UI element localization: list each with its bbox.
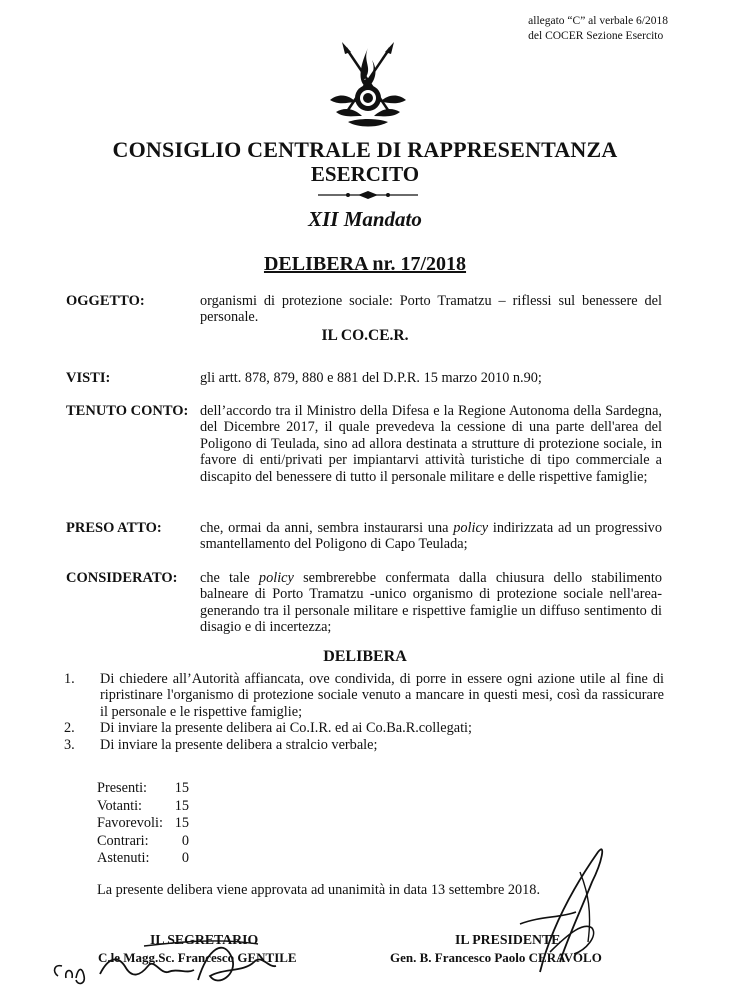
decision-list [64, 671, 664, 753]
vote-row [97, 798, 189, 816]
divider-ornament-icon [318, 190, 418, 200]
vote-row [97, 815, 189, 833]
visti-text: gli artt. 878, 879, 880 e 881 del D.P.R. 15 marzo 2010 n.90; [200, 370, 542, 386]
preso-atto-policy: policy [453, 520, 489, 536]
army-flames-emblem-icon [318, 40, 418, 132]
decision-text: Di inviare la presente delibera ai Co.I.R. ed ai Co.Ba.R.collegati; [100, 720, 472, 737]
decision-number: 2. [64, 720, 75, 737]
attachment-line-1: allegato “C” al verbale 6/2018 [528, 15, 668, 27]
vote-row [97, 833, 189, 851]
considerato-policy: policy [258, 570, 294, 586]
oggetto-label: OGGETTO: [66, 293, 145, 309]
mandate-title: XII Mandato [308, 207, 422, 231]
delibera-heading: DELIBERA [323, 648, 407, 665]
preso-atto-text-a: che, ormai da anni, sembra instaurarsi una [200, 520, 454, 536]
council-subtitle: ESERCITO [310, 162, 420, 186]
considerato-text-b: sembrerebbe confermata dalla chiusura dello stabilimento balneare di Porto Tramatzu -unico organismo di protezione sociale nell'area- generando tra il personale militare e rispettive famiglie un diffuso sentimento di disagio e di incertezza; [200, 570, 662, 636]
approval-statement: La presente delibera viene approvata ad unanimità in data 13 settembre 2018. [97, 882, 541, 898]
visti-label: VISTI: [66, 370, 111, 386]
presidente-title: IL PRESIDENTE [455, 932, 561, 947]
vote-tally [97, 780, 189, 868]
vote-value: 15 [174, 815, 189, 832]
decision-text: Di chiedere all’Autorità affiancata, ove condivida, di porre in essere ogni azione utile al fine di ripristinare l'organismo di protezione sociale venuto a mancare in questi mesi, così da rassicurare il personale e le rispettive famiglie; [100, 671, 664, 720]
vote-value: 15 [174, 780, 189, 796]
decision-number: 3. [64, 736, 75, 753]
decision-number: 1. [64, 671, 75, 687]
segretario-signature-icon [48, 928, 288, 998]
presidente-signature-icon [480, 832, 630, 982]
delibera-number: DELIBERA nr. 17/2018 [263, 253, 467, 275]
cocer-heading: IL CO.CE.R. [321, 327, 409, 344]
vote-label: Astenuti: [97, 850, 150, 867]
vote-row [97, 850, 189, 868]
preso-atto-text-b: indirizzata ad un progressivo smantellamento del Poligono di Capo Teulada; [200, 520, 662, 553]
council-title: CONSIGLIO CENTRALE DI RAPPRESENTANZA [112, 137, 618, 162]
preso-atto-text [200, 520, 662, 553]
list-item [64, 737, 664, 753]
decision-text: Di inviare la presente delibera a stralcio verbale; [100, 736, 378, 753]
considerato-text [200, 570, 662, 636]
vote-value: 15 [174, 797, 189, 814]
vote-label: Favorevoli: [97, 815, 163, 832]
attachment-note [528, 14, 668, 44]
oggetto-text: organismi di protezione sociale: Porto Tramatzu – riflessi sul benessere del personale. [200, 293, 662, 326]
vote-label: Contrari: [97, 832, 149, 849]
vote-label: Presenti: [97, 780, 148, 796]
vote-value: 0 [181, 832, 189, 849]
attachment-line-2: del COCER Sezione Esercito [528, 30, 664, 42]
vote-row [97, 780, 189, 798]
vote-value: 0 [181, 850, 189, 867]
vote-label: Votanti: [97, 797, 143, 814]
considerato-text-a: che tale [200, 570, 259, 586]
segretario-name: C.le Magg.Sc. Francesco GENTILE [98, 950, 297, 965]
preso-atto-label: PRESO ATTO: [66, 520, 162, 536]
tenuto-conto-text: dell’accordo tra il Ministro della Difesa e la Regione Autonoma della Sardegna, del Dicembre 2017, il quale prevedeva la cessione di una parte dell'area del Poligono di Teulada, sino ad allora destinata a strutture di protezione sociale, in favore di enti/privati per impiantarvi attività turistiche di tipo commerciale a discapito del benessere di tutto il personale militare e delle rispettive famiglie; [200, 403, 662, 485]
list-item [64, 720, 664, 736]
list-item [64, 671, 664, 720]
segretario-title: IL SEGRETARIO [150, 932, 259, 947]
tenuto-conto-label: TENUTO CONTO: [66, 403, 189, 419]
presidente-name: Gen. B. Francesco Paolo CERAVOLO [390, 950, 602, 965]
considerato-label: CONSIDERATO: [66, 570, 178, 586]
